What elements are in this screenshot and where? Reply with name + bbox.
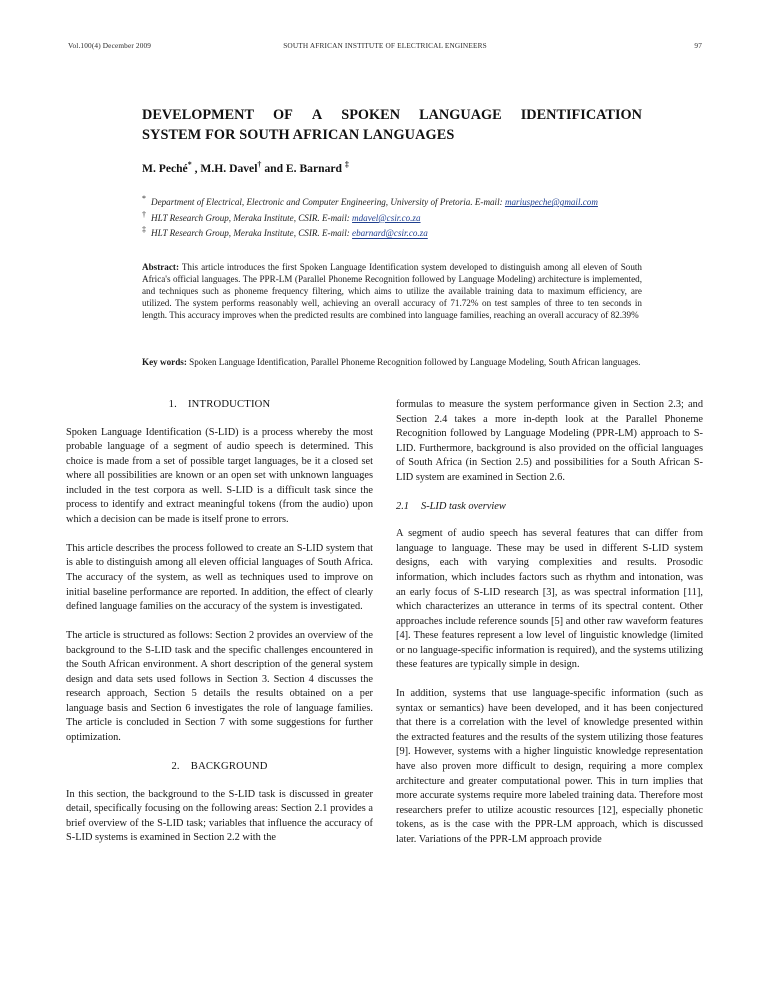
title-word: OF: [273, 107, 293, 123]
title-word: A: [311, 107, 323, 123]
title-word: DEVELOPMENT: [142, 107, 255, 123]
affiliation-mark-1: *: [142, 194, 146, 203]
paragraph: formulas to measure the system performance given in Section 2.3; and Section 2.4 takes a more in-depth look at the Parallel Phoneme Recognition followed by Language Modeling (PPR-LM) approach to S-LID. Furthermore, background is also provided on the official languages of South Africa (in Section 2.5) and possibilities for a South African S-LID system are examined in Section 2.6.: [396, 399, 703, 483]
author-mark-2: †: [257, 160, 262, 169]
body-column-left: [66, 398, 373, 846]
abstract-block: [142, 262, 642, 322]
section-title-1: INTRODUCTION: [187, 399, 271, 410]
paper-title: [142, 105, 642, 145]
affiliation-mark-2: †: [142, 209, 146, 219]
author-conjunction: and: [261, 161, 286, 175]
email-link-3[interactable]: ebarnard@csir.co.za: [352, 228, 428, 239]
title-word: SPOKEN: [341, 107, 401, 123]
subsection-title: S-LID task overview: [421, 500, 506, 512]
section-title-2: BACKGROUND: [190, 760, 268, 772]
title-line-2: SYSTEM FOR SOUTH AFRICAN LANGUAGES: [142, 127, 455, 143]
paragraph: In this section, the background to the S-LID task is discussed in greater detail, specifically focusing on the following areas: Section 2.1 provides a brief overview of the S-LID task; variables that influence the accuracy of S-LID systems is examined in Section 2.2 with the: [66, 788, 373, 844]
subsection-heading-slid-task-overview: [396, 500, 703, 515]
affiliation-text-3: HLT Research Group, Meraka Institute, CSIR. E-mail:: [151, 228, 350, 239]
affiliation-text-2: HLT Research Group, Meraka Institute, CSIR. E-mail:: [151, 212, 350, 223]
email-link-1[interactable]: mariuspeche@gmail.com: [504, 197, 598, 208]
affiliation-1: [142, 193, 642, 209]
abstract-label: Abstract:: [142, 262, 179, 272]
paragraph: A segment of audio speech has several features that can differ from language to language. These may be used in different S-LID system designs, each with varying complexities and results. Prosodic information, which includes factors such as rhythm and intonation, was an early focus of S-LID research [3], as was spectral information [11], which characterizes an utterance in terms of its spectral content. Other approaches include reference sounds [5] and other raw waveform features [4]. These features represent a low level of linguistic knowledge (limited or no language-specific information is required), and the systems utilizing these features are typically simple in design.: [396, 528, 703, 671]
subsection-number: 2.1: [396, 500, 409, 512]
author-mark-1: *: [187, 160, 192, 169]
section-heading-background: [66, 760, 373, 775]
body-column-right: [396, 398, 703, 847]
abstract-text: This article introduces the first Spoken Language Identification system developed to distinguish among all eleven of South Africa's official languages. The PPR-LM (Parallel Phoneme Recognition followed by Language Modeling) architecture is implemented, and techniques such as phoneme frequency filtering, which aims to utilize the available training data to maximum efficiency, are utilized. The system performs reasonably well, achieving an overall accuracy of 71.72% on test samples of three to ten seconds in length. This accuracy improves when the predicted results are combined into language families, reaching an overall accuracy of 82.39%: [142, 262, 642, 320]
author-name-2: M.H. Davel: [200, 161, 258, 175]
affiliation-list: [142, 193, 642, 240]
paragraph: In addition, systems that use language-specific information (such as syntax or semantics) have been developed, and it has been conjectured that there is a correlation with the level of knowledge presented within the extracted features and the results of the system utilizing those features [9]. However, systems with a higher linguistic knowledge representation have also proven more difficult to design, requiring a more complex architecture and greater computational power. This in turn implies that more accurate systems require more labeled training data. Therefore most researchers prefer to utilize acoustic resources [12], especially phonetic tokens, as is the case with the PPR-LM approach, which is discussed later. Variations of the PPR-LM approach provide: [396, 688, 703, 845]
section-number-1: 1.: [168, 399, 177, 410]
section-number-2: 2.: [171, 760, 180, 772]
author-mark-3: ‡: [344, 160, 349, 169]
paragraph: The article is structured as follows: Section 2 provides an overview of the background to the S-LID task and the specific challenges encountered in the South African environment. A short description of the general system design and data sets used follows in Section 3. Section 4 discusses the research approach, Section 5 details the results obtained on a per language basis and Section 6 investigates the role of language families. The article is concluded in Section 7 with some suggestions for further optimization.: [66, 630, 373, 743]
title-word: IDENTIFICATION: [520, 107, 642, 123]
section-heading-introduction: [66, 398, 373, 413]
keywords-text: Spoken Language Identification, Parallel Phoneme Recognition followed by Language Modeling, South African languages.: [189, 357, 641, 367]
running-head-volume: Vol.100(4) December 2009: [68, 41, 152, 50]
keywords-block: [142, 357, 642, 369]
paragraph: This article describes the process followed to create an S-LID system that is able to distinguish among all eleven official languages of South Africa. The accuracy of the system, as well as techniques used to improve on initial baseline performance are reported. In addition, the effect of clearly defined language families on the accuracy of the system is investigated.: [66, 542, 373, 613]
affiliation-mark-3: ‡: [142, 225, 146, 235]
author-separator-1: ,: [191, 161, 201, 175]
title-line-1: [142, 105, 642, 125]
affiliation-3: [142, 224, 642, 240]
author-list: [142, 157, 642, 176]
email-link-2[interactable]: mdavel@csir.co.za: [352, 212, 421, 223]
paragraph: Spoken Language Identification (S-LID) is a process whereby the most probable language of a segment of audio speech is determined. This choice is made from a set of possible target languages, be it a closed set where all possibilities are known or an open set with unknown languages included in the test corpora as well. S-LID is a difficult task since the process to identify and extract meaningful tokens (from the audio) upon which a decision can be made is itself prone to errors.: [66, 426, 373, 525]
running-head-journal: SOUTH AFRICAN INSTITUTE OF ELECTRICAL ENGINEERS: [283, 41, 487, 50]
running-head: [68, 41, 702, 55]
affiliation-text-1: Department of Electrical, Electronic and Computer Engineering, University of Pretoria. E-mail:: [151, 197, 503, 208]
page-number: 97: [694, 41, 702, 50]
title-word: LANGUAGE: [419, 107, 502, 123]
author-name-1: M. Peché: [142, 161, 188, 175]
author-name-3: E. Barnard: [285, 161, 342, 175]
affiliation-2: [142, 209, 642, 225]
keywords-label: Key words:: [142, 357, 187, 367]
